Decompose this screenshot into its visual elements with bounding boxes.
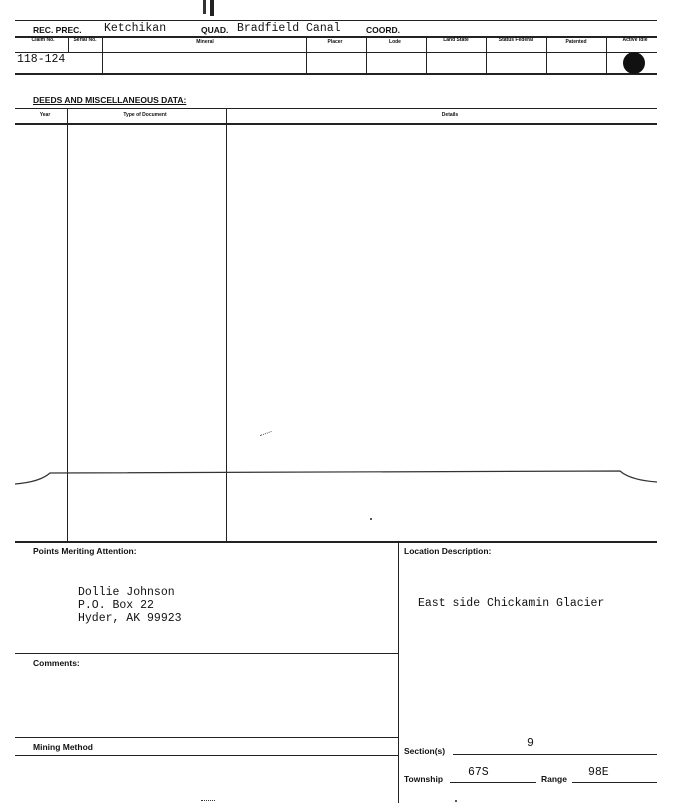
col-placer: Placer bbox=[327, 39, 343, 45]
scan-mark-bottom bbox=[201, 800, 215, 804]
col-status-federal: Status Federal bbox=[498, 37, 534, 43]
quad-label: QUAD. bbox=[201, 25, 229, 35]
col-patented: Patented bbox=[565, 39, 587, 45]
location-value: East side Chickamin Glacier bbox=[418, 597, 605, 610]
col-active-idle: Active Idle bbox=[622, 37, 648, 43]
points-line-2: P.O. Box 22 bbox=[78, 599, 154, 612]
range-blank-line bbox=[572, 782, 657, 783]
claims-col-divider bbox=[102, 36, 103, 73]
col-land-state: Land State bbox=[443, 37, 469, 43]
claims-col-divider bbox=[366, 36, 367, 73]
header-top-rule bbox=[15, 20, 657, 21]
deeds-title: DEEDS AND MISCELLANEOUS DATA: bbox=[33, 95, 187, 105]
township-value: 67S bbox=[468, 766, 489, 779]
col-serial-no: Serial No. bbox=[73, 37, 97, 43]
points-label: Points Meriting Attention: bbox=[33, 546, 137, 556]
claims-col-divider bbox=[606, 36, 607, 73]
claims-table-bottom-rule bbox=[15, 73, 657, 75]
active-status-dot bbox=[623, 52, 645, 74]
coord-label: COORD. bbox=[366, 25, 400, 35]
section-value: 9 bbox=[527, 737, 534, 750]
rec-prec-value: Ketchikan bbox=[104, 22, 167, 35]
claim-no-value: 118-124 bbox=[17, 53, 66, 66]
scan-speck bbox=[370, 518, 372, 520]
scan-fold-line bbox=[0, 462, 678, 492]
claims-header-rule bbox=[15, 52, 657, 53]
deeds-top-rule bbox=[15, 108, 657, 109]
rec-prec-label: REC. PREC. bbox=[33, 25, 82, 35]
deeds-col-year: Year bbox=[39, 112, 51, 118]
lower-divider bbox=[398, 541, 399, 803]
claims-col-divider bbox=[306, 36, 307, 73]
lower-top-rule bbox=[15, 541, 657, 543]
scan-speck bbox=[455, 800, 457, 802]
mining-label: Mining Method bbox=[33, 742, 93, 752]
deeds-col-details: Details bbox=[441, 112, 459, 118]
deeds-header-rule bbox=[15, 123, 657, 125]
claims-col-divider bbox=[486, 36, 487, 73]
township-blank-line bbox=[450, 782, 536, 783]
claims-table-top-rule bbox=[15, 36, 657, 38]
col-lode: Lode bbox=[389, 39, 401, 45]
col-mineral: Mineral bbox=[196, 39, 214, 45]
scan-mark-top-2 bbox=[210, 0, 214, 16]
deeds-col-type: Type of Document bbox=[123, 112, 167, 118]
comments-top-rule bbox=[15, 653, 398, 654]
points-line-1: Dollie Johnson bbox=[78, 586, 175, 599]
claims-col-divider bbox=[68, 36, 69, 52]
mining-bottom-rule bbox=[15, 755, 398, 756]
mining-top-rule bbox=[15, 737, 398, 738]
section-label: Section(s) bbox=[404, 746, 446, 756]
col-claim-no: Claim No. bbox=[31, 37, 55, 43]
quad-value: Bradfield Canal bbox=[237, 22, 341, 35]
claims-col-divider bbox=[426, 36, 427, 73]
scan-mark-top bbox=[203, 0, 206, 14]
range-label: Range bbox=[541, 774, 567, 784]
comments-label: Comments: bbox=[33, 658, 80, 668]
claims-col-divider bbox=[546, 36, 547, 73]
location-label: Location Description: bbox=[404, 546, 492, 556]
range-value: 98E bbox=[588, 766, 609, 779]
scan-speck bbox=[260, 431, 272, 437]
points-line-3: Hyder, AK 99923 bbox=[78, 612, 182, 625]
township-label: Township bbox=[404, 774, 444, 784]
section-blank-line bbox=[453, 754, 657, 755]
